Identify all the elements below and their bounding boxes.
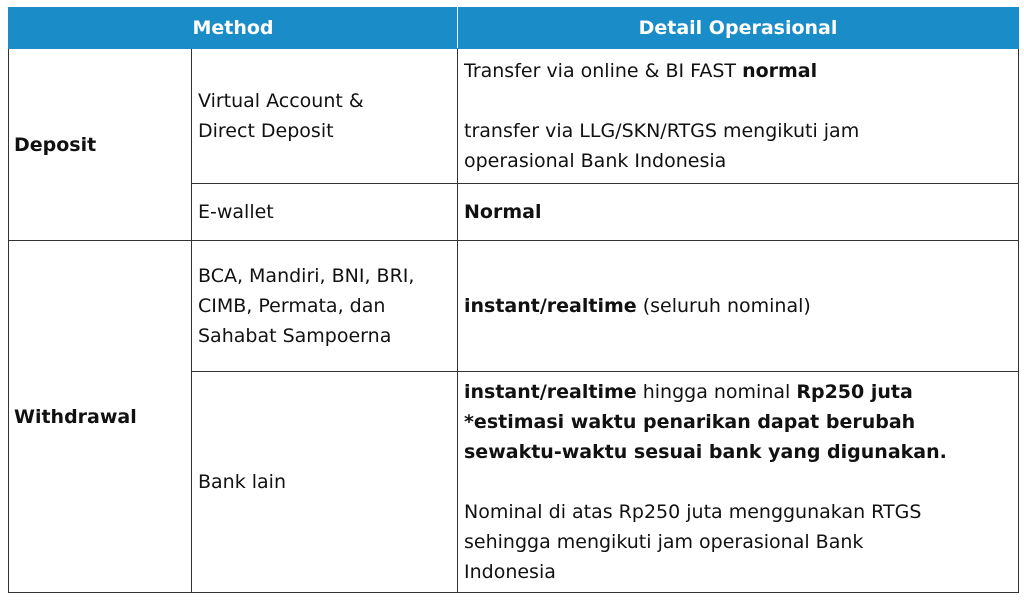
submethod-banks [192,241,458,372]
submethod-ewallet: E-wallet [192,184,458,241]
header-detail: Detail Operasional [458,8,1019,49]
spacer [464,86,1012,116]
detail-ewallet: Normal [458,184,1019,241]
header-method: Method [9,8,458,49]
submethod-bank-lain: Bank lain [192,372,458,593]
detail-bold: Rp250 juta [796,381,913,403]
operational-table-wrapper [8,7,1018,593]
detail-text: hingga nominal [636,381,797,403]
detail-bank-lain [458,372,1019,593]
detail-line [464,377,1012,407]
detail-line: sehingga mengikuti jam operasional Bank [464,531,864,553]
table-row-deposit-va [9,49,1019,184]
detail-line: Indonesia [464,561,556,583]
detail-line: *estimasi waktu penarikan dapat berubah [464,411,916,433]
detail-bold: instant/realtime [464,295,637,317]
method-deposit: Deposit [9,49,192,241]
submethod-line: Virtual Account & [198,90,364,112]
detail-line: operasional Bank Indonesia [464,150,727,172]
detail-virtual-account [458,49,1019,184]
method-withdrawal: Withdrawal [9,241,192,593]
detail-line: Nominal di atas Rp250 juta menggunakan RTGS [464,501,922,523]
submethod-virtual-account [192,49,458,184]
detail-bold: normal [742,60,818,82]
submethod-line: BCA, Mandiri, BNI, BRI, [198,265,415,287]
detail-text: (seluruh nominal) [636,295,811,317]
spacer [464,467,1012,497]
submethod-line: CIMB, Permata, dan [198,295,386,317]
detail-bold: instant/realtime [464,381,637,403]
detail-line: sewaktu-waktu sesuai bank yang digunakan. [464,441,947,463]
detail-line: transfer via LLG/SKN/RTGS mengikuti jam [464,120,860,142]
table-header-row [9,8,1019,49]
detail-banks [458,241,1019,372]
table-row-withdrawal-banks [9,241,1019,372]
submethod-line: Direct Deposit [198,120,334,142]
detail-line [464,56,1012,86]
submethod-line: Sahabat Sampoerna [198,325,392,347]
detail-text: Transfer via online & BI FAST [464,60,743,82]
operational-hours-table [8,7,1019,593]
